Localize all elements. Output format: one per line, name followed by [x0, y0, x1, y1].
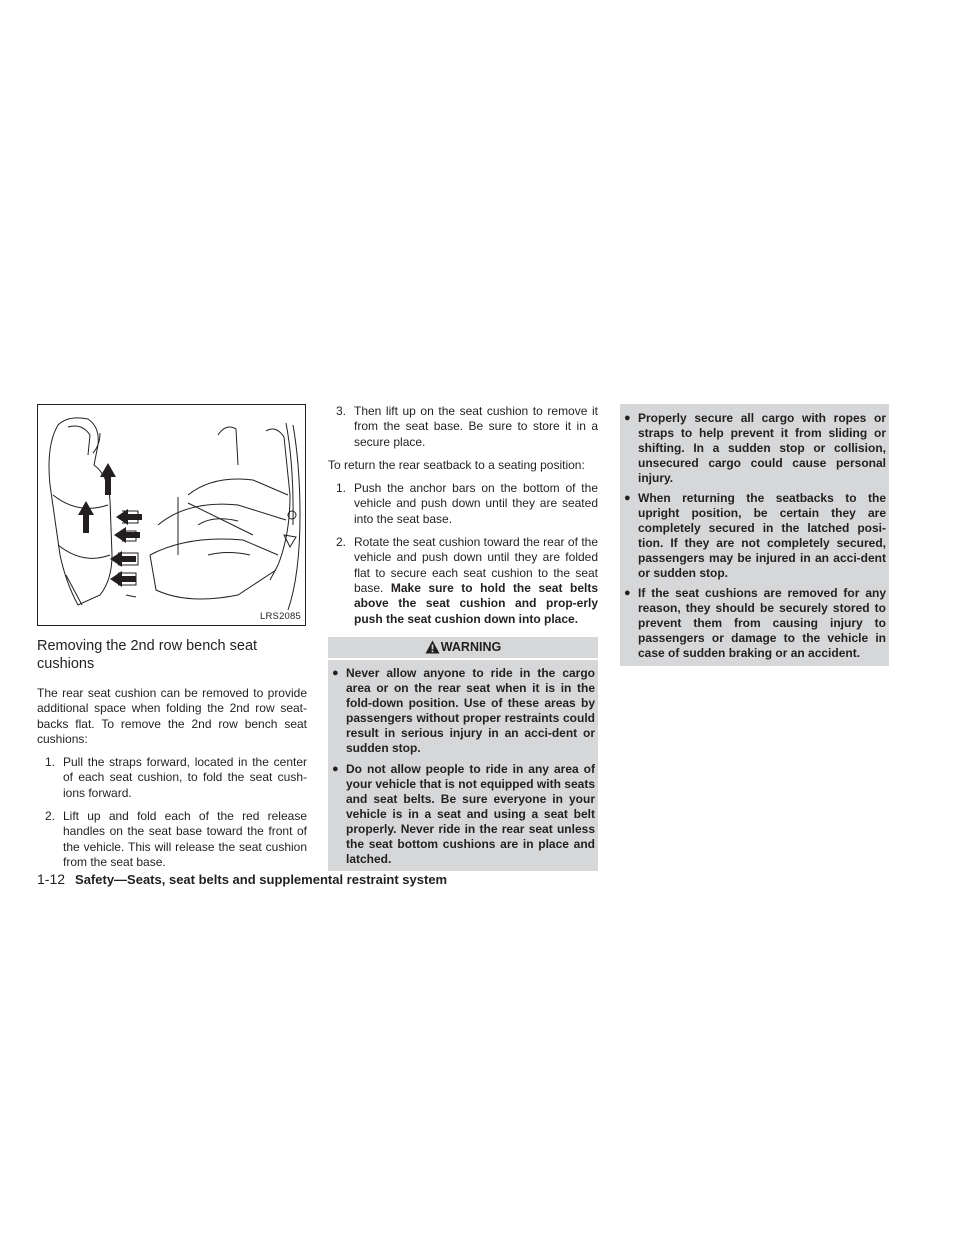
- remove-steps-list: [37, 755, 307, 870]
- list-item: 3. Then lift up on the seat cushion to remove it from the seat base. Be sure to store it in a secure place.: [336, 404, 598, 449]
- figure-code: LRS2085: [259, 611, 301, 622]
- warning-header: [328, 637, 598, 660]
- list-item: ● If the seat cushions are removed for any reason, they should be securely stored to prevent them from causing injury to passengers or damage to the vehicle in case of sudden braking or an accident.: [624, 586, 886, 660]
- warning-list-continued: [624, 411, 886, 661]
- list-item: 1. Push the anchor bars on the bottom of the vehicle and push down until they are seated into the seat base.: [336, 481, 598, 526]
- seat-illustration: [37, 404, 306, 626]
- column-right: [620, 404, 889, 666]
- seat-drawing: [38, 405, 305, 625]
- list-item: 1. Pull the straps forward, located in the center of each seat cushion, to fold the seat cush-ions forward.: [45, 755, 307, 800]
- page-footer: [37, 871, 447, 888]
- list-item: ● When returning the seatbacks to the upright position, be certain they are completely secured in the latched posi-tion. If they are not completely secured, passengers may be injured in an acci-dent or sudden stop.: [624, 491, 886, 580]
- page-number: 1-12: [37, 871, 66, 887]
- return-intro: To return the rear seatback to a seating position:: [328, 457, 585, 472]
- column-middle: [328, 404, 598, 871]
- warning-box: [328, 637, 598, 871]
- warning-box-continued: [620, 404, 889, 666]
- warning-triangle-icon: [425, 640, 440, 654]
- section-heading: Removing the 2nd row bench seat cushions: [37, 638, 258, 672]
- list-item: ● Do not allow people to ride in any area of your vehicle that is not equipped with seats and seat belts. Be sure everyone in your vehicle is in a seat and using a seat belt properly. Never ride in the rear seat unless the seat bottom cushions are in place and latched.: [332, 761, 595, 866]
- list-item: 2. Rotate the seat cushion toward the rear of the vehicle and push down until they are folded flat to secure each seat cushion to the seat base. Make sure to hold the seat belts above the seat cushion and prop-erly push the seat cushion down into place.: [336, 535, 598, 626]
- intro-paragraph: The rear seat cushion can be removed to provide additional space when folding the 2nd row seat-backs flat. To remove the 2nd row bench seat cushions:: [37, 686, 307, 746]
- list-item: 2. Lift up and fold each of the red release handles on the seat base toward the front of the vehicle. This will release the seat cushion from the seat base.: [45, 809, 307, 869]
- column-left: [37, 404, 307, 878]
- remove-steps-continued: [328, 404, 598, 450]
- footer-section-title: Safety—Seats, seat belts and supplemental restraint system: [75, 872, 448, 887]
- list-item: ● Properly secure all cargo with ropes or straps to help prevent it from sliding or shifting. In a sudden stop or collision, unsecured cargo could cause personal injury.: [624, 411, 886, 485]
- warning-title: WARNING: [440, 639, 502, 654]
- warning-list: [332, 666, 595, 867]
- list-item: ● Never allow anyone to ride in the cargo area or on the rear seat when it is in the fold-down position. Use of these areas by passengers without proper restraints could result in serious injury in an acci-dent or sudden stop.: [332, 665, 595, 755]
- return-steps-list: [328, 481, 598, 627]
